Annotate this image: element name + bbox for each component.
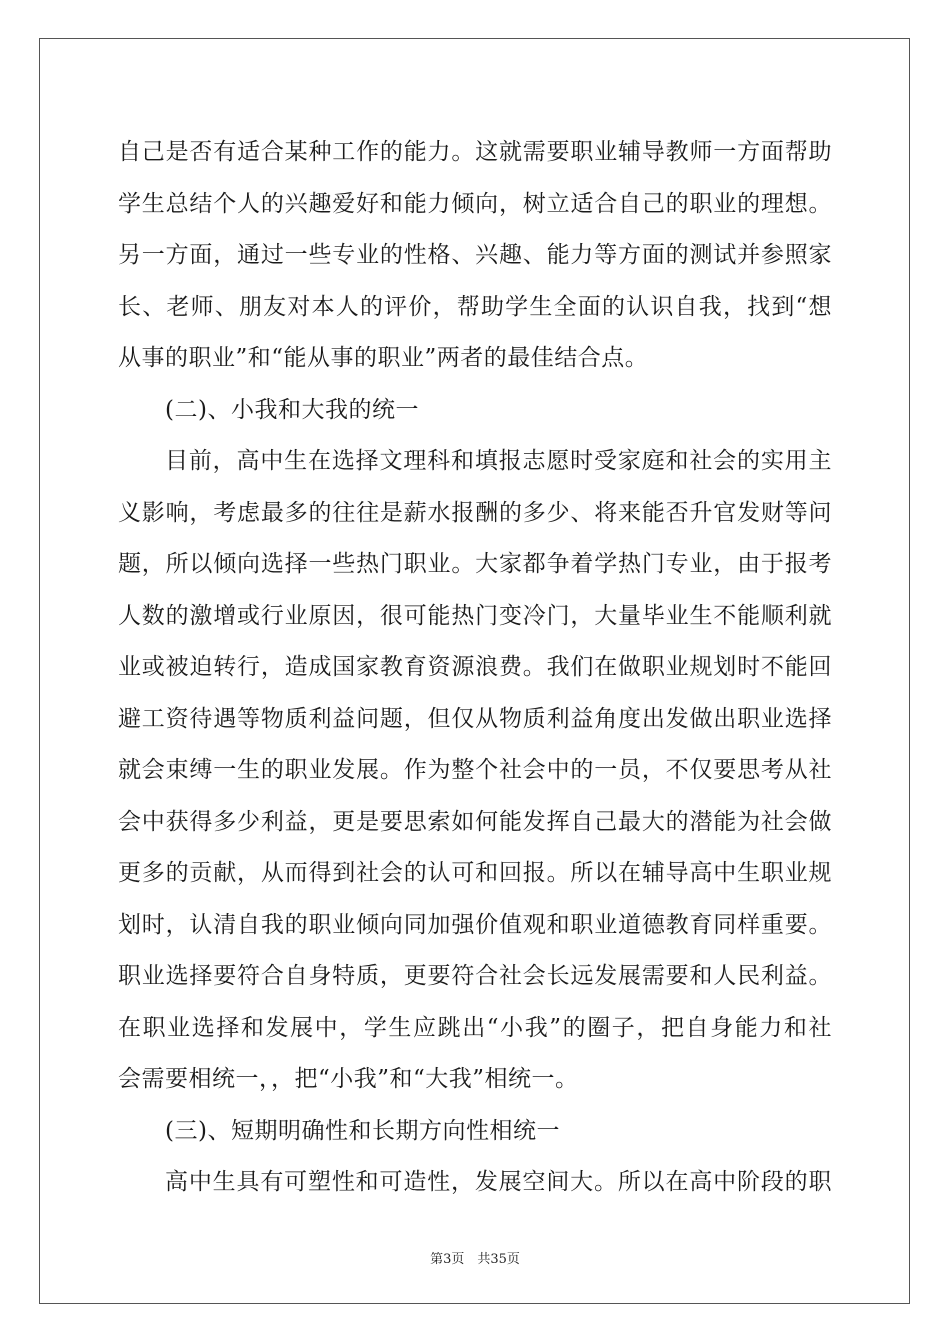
text-line: 人数的激增或行业原因，很可能热门变冷门，大量毕业生不能顺利就 [118,602,832,629]
text-line: 长、老师、朋友对本人的评价，帮助学生全面的认识自我，找到“想 [118,293,832,320]
text-line: 另一方面，通过一些专业的性格、兴趣、能力等方面的测试并参照家 [118,242,832,268]
text-line: 避工资待遇等物质利益问题，但仅从物质利益角度出发做出职业选择 [118,705,832,732]
section-heading: (二)、小我和大我的统一 [165,396,419,423]
text-line: 在职业选择和发展中，学生应跳出“小我”的圈子，把自身能力和社 [118,1014,832,1041]
text-line: 更多的贡献，从而得到社会的认可和回报。所以在辅导高中生职业规 [118,860,832,886]
text-line: 职业选择要符合自身特质，更要符合社会长远发展需要和人民利益。 [118,963,832,989]
text-line: 题，所以倾向选择一些热门职业。大家都争着学热门专业，由于报考 [118,551,832,577]
text-line: 从事的职业”和“能从事的职业”两者的最佳结合点。 [118,345,649,371]
text-line: 义影响，考虑最多的往往是薪水报酬的多少、将来能否升官发财等问 [118,499,832,526]
text-line: 会需要相统一，，把“小我”和“大我”相统一。 [118,1066,579,1092]
text-line: 自己是否有适合某种工作的能力。这就需要职业辅导教师一方面帮助 [118,139,832,165]
document-body [118,127,832,1209]
text-line: 就会束缚一生的职业发展。作为整个社会中的一员，不仅要思考从社 [118,757,832,783]
page-number-footer: 第3页 共35页 [430,1252,520,1267]
text-line: 目前，高中生在选择文理科和填报志愿时受家庭和社会的实用主 [165,448,832,474]
text-line: 划时，认清自我的职业倾向同加强价值观和职业道德教育同样重要。 [118,911,832,938]
text-line: 学生总结个人的兴趣爱好和能力倾向，树立适合自己的职业的理想。 [118,190,832,217]
text-line: 高中生具有可塑性和可造性，发展空间大。所以在高中阶段的职 [165,1169,832,1195]
text-line: 业或被迫转行，造成国家教育资源浪费。我们在做职业规划时不能回 [118,654,832,680]
text-line: 会中获得多少利益，更是要思索如何能发挥自己最大的潜能为社会做 [118,808,832,835]
section-heading: (三)、短期明确性和长期方向性相统一 [165,1117,560,1144]
